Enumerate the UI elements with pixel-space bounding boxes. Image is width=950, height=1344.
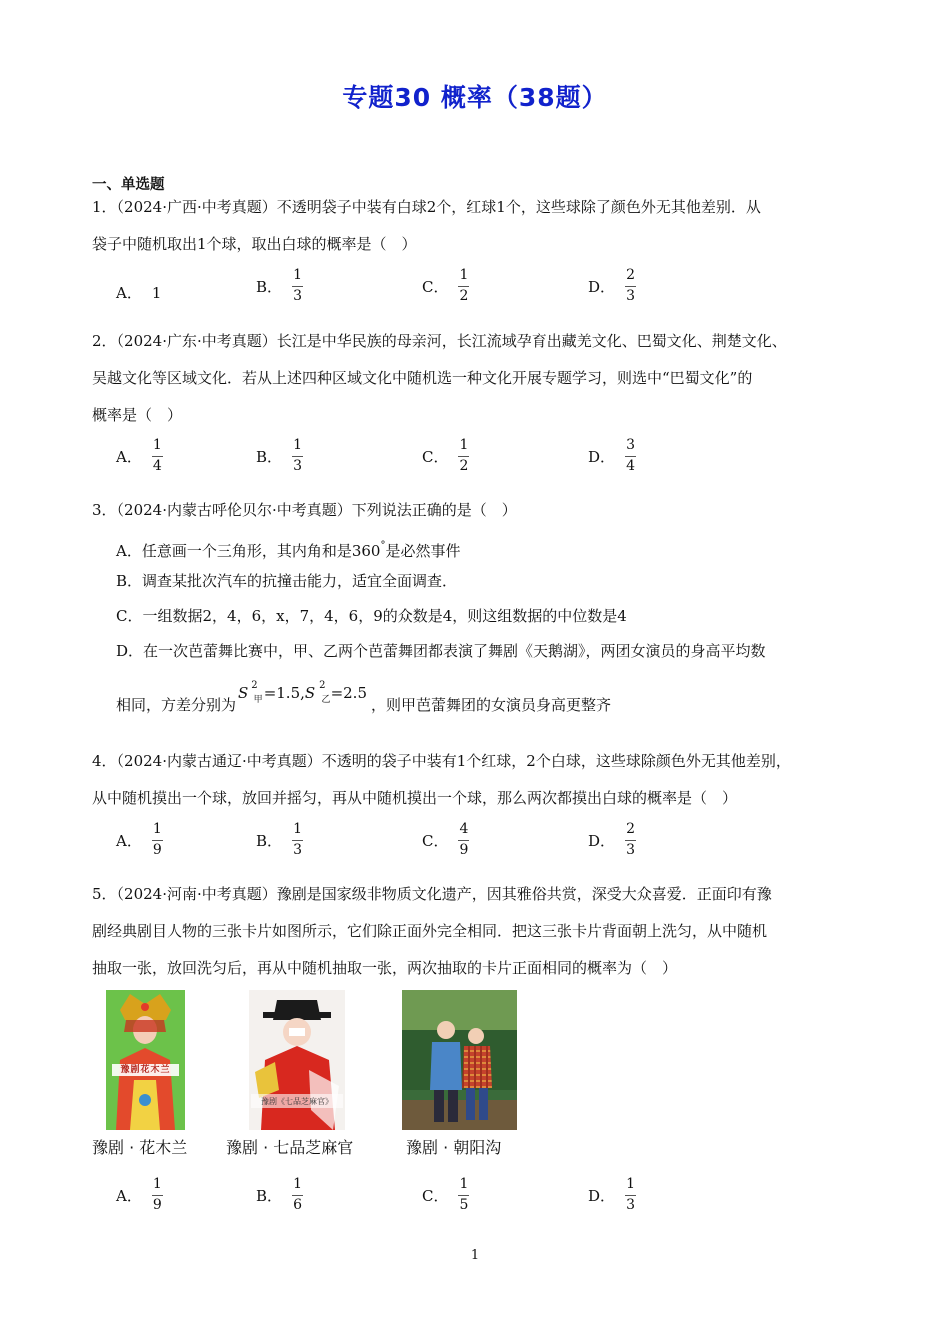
option-value: 1 [151,283,162,302]
angle-formula: 360° [351,540,386,560]
q3-option-c[interactable]: C．一组数据2，4，6，x，7，4，6，9的众数是4，则这组数据的中位数是4 [116,607,627,625]
option-label: D． [588,447,616,466]
q1-option-b[interactable] [256,268,303,304]
option-label: C． [422,277,449,296]
q5-line3: 抽取一张，放回洗匀后，再从中随机抽取一张，两次抽取的卡片正面相同的概率为（ ） [92,959,678,977]
option-label: B． [256,447,283,466]
q4-option-a[interactable] [116,822,163,858]
option-label: B． [256,831,283,850]
q4-line1: 4．（2024·内蒙古通辽·中考真题）不透明的袋子中装有1个红球，2个白球，这些球除颜色外无其他差别， [92,752,791,770]
option-label: A． [116,447,142,466]
card-image-chaoyanggou [402,990,517,1130]
card-image-hua-mulan [106,990,185,1130]
fraction: $\frac{2}{3}$ [626,267,635,304]
q5-option-c[interactable] [422,1177,469,1213]
q4-option-b[interactable] [256,822,303,858]
fraction: $\frac{1}{2}$ [459,437,469,474]
fraction: $\frac{1}{9}$ [152,1176,162,1213]
q3-option-a[interactable] [116,536,461,561]
fraction: $\frac{2}{3}$ [626,821,635,858]
option-label: B． [256,277,283,296]
option-label: D． [588,277,616,296]
fraction: $\frac{1}{5}$ [459,1176,469,1213]
option-label: A． [116,284,142,302]
page-number: 1 [470,1248,480,1263]
q3-line1: 3．（2024·内蒙古呼伦贝尔·中考真题）下列说法正确的是（ ） [92,501,517,519]
q2-option-b[interactable] [256,438,303,474]
fraction: $\frac{1}{9}$ [152,821,162,858]
q4-option-d[interactable] [588,822,636,858]
fraction: $\frac{1}{3}$ [626,1176,635,1213]
option-label: A． [116,831,142,850]
option-text: ，则甲芭蕾舞团的女演员身高更整齐 [371,696,612,714]
q5-line2: 剧经典剧目人物的三张卡片如图所示，它们除正面外完全相同．把这三张卡片背面朝上洗匀，从中随机 [92,922,768,940]
q4-option-c[interactable] [422,822,469,858]
fraction: $\frac{1}{4}$ [152,437,162,474]
caption-qipin-zhimaguan: 豫剧 · 七品芝麻官 [226,1138,354,1157]
q1-option-d[interactable] [588,268,636,304]
option-label: C． [422,1186,449,1205]
card-image-qipin-zhimaguan [249,990,345,1130]
option-label: B． [256,1186,283,1205]
caption-chaoyanggou: 豫剧 · 朝阳沟 [406,1138,502,1157]
option-label: D． [588,831,616,850]
option-label: A． [116,1186,142,1205]
page-title: 专题30 概率（38题） [342,83,608,112]
q3-option-b[interactable]: B．调查某批次汽车的抗撞击能力，适宜全面调查． [116,572,458,590]
fraction: $\frac{1}{3}$ [293,821,302,858]
fraction: $\frac{3}{4}$ [626,437,635,474]
fraction: $\frac{1}{3}$ [293,267,302,304]
caption-hua-mulan: 豫剧 · 花木兰 [92,1138,188,1157]
q5-option-b[interactable] [256,1177,303,1213]
q2-option-c[interactable] [422,438,469,474]
card2-banner: 豫剧《七品芝麻官》 [261,1097,333,1106]
q3-option-d-line2[interactable] [116,680,612,722]
q2-line2: 吴越文化等区域文化．若从上述四种区域文化中随机选一种文化开展专题学习，则选中“巴蜀文化”的 [92,369,753,387]
q2-line3: 概率是（ ） [92,406,183,424]
q4-line2: 从中随机摸出一个球，放回并摇匀，再从中随机摸出一个球，那么两次都摸出白球的概率是（ ） [92,789,738,807]
q1-line1: 1．（2024·广西·中考真题）不透明袋子中装有白球2个，红球1个，这些球除了颜色外无其他差别．从 [92,198,761,216]
fraction: $\frac{1}{3}$ [293,437,302,474]
q5-option-d[interactable] [588,1177,636,1213]
card1-banner: 豫剧花木兰 [120,1065,171,1075]
q1-option-a[interactable] [116,282,161,303]
option-label: D． [588,1186,616,1205]
option-text: A．任意画一个三角形，其内角和是 [116,542,352,560]
q1-option-c[interactable] [422,268,469,304]
fraction: $\frac{4}{9}$ [459,821,469,858]
option-label: C． [422,447,449,466]
fraction: $\frac{1}{6}$ [293,1176,302,1213]
q5-line1: 5．（2024·河南·中考真题）豫剧是国家级非物质文化遗产，因其雅俗共赏，深受大众喜爱．正面印有豫 [92,885,772,903]
q2-line1: 2．（2024·广东·中考真题）长江是中华民族的母亲河，长江流域孕育出藏羌文化、巴蜀文化、荆楚文化、 [92,332,787,350]
q1-line2: 袋子中随机取出1个球，取出白球的概率是（ ） [92,235,417,253]
option-text: 相同，方差分别为 [116,696,237,714]
variance-formula: S $_{^2甲}$=1.5,S $_{^2乙}$=2.5 [238,680,367,705]
q2-option-d[interactable] [588,438,636,474]
option-label: C． [422,831,449,850]
fraction: $\frac{1}{2}$ [459,267,469,304]
q5-option-a[interactable] [116,1177,163,1213]
option-text: 是必然事件 [385,542,461,560]
section-heading: 一、单选题 [92,177,165,193]
q2-option-a[interactable] [116,438,163,474]
q3-option-d-line1[interactable]: D．在一次芭蕾舞比赛中，甲、乙两个芭蕾舞团都表演了舞剧《天鹅湖》，两团女演员的身高平均数 [116,642,766,660]
